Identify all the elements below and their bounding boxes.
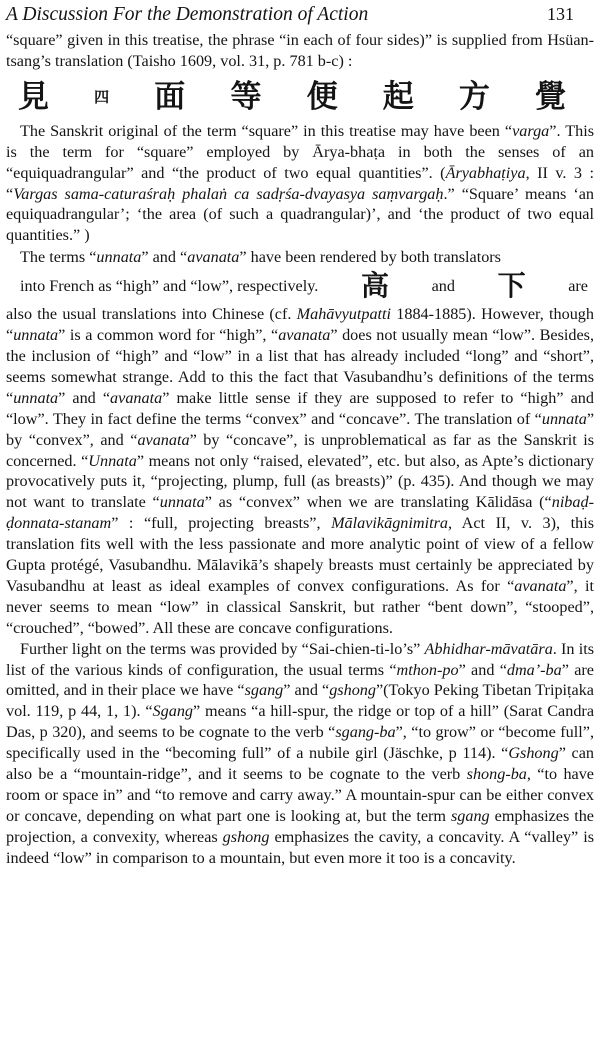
paragraph-text: ”. This is the term for “square” employed by Ārya-bhaṭa in both the senses of an “equiquadrangular” and “the product of two equal quantities”. ( bbox=[6, 121, 594, 182]
paragraph-text: emphasizes the projection, a convexity, whereas bbox=[6, 806, 594, 846]
sanskrit-term: avanata bbox=[278, 326, 331, 345]
sanskrit-term: unnata bbox=[541, 409, 587, 428]
cjk-char: 見 bbox=[18, 78, 49, 115]
tibetan-term: sgang bbox=[450, 806, 490, 825]
paragraph-text: ” and “ bbox=[458, 660, 507, 679]
paragraph-text: “square” given in this treatise, the phrase “in each of four sides)” is supplied from Hsüan-tsang’s translation (Taisho 1609, vol. 31, p. 781 b-c) : bbox=[6, 31, 594, 70]
work-title: Āryabhaṭiya bbox=[445, 163, 526, 182]
sanskrit-term: unnata bbox=[159, 493, 205, 512]
paragraph-text: and bbox=[431, 277, 455, 296]
cjk-char: 等 bbox=[230, 78, 262, 115]
paragraph-1 bbox=[6, 30, 594, 72]
cjk-high-char: 高 bbox=[360, 269, 389, 303]
tibetan-term: gshong bbox=[222, 827, 270, 846]
cjk-char: 覺 bbox=[535, 78, 566, 115]
tibetan-term: sgang-ba bbox=[335, 723, 396, 742]
cjk-char: 起 bbox=[382, 78, 414, 115]
tibetan-term: Gshong bbox=[508, 744, 559, 763]
paragraph-text: ” are omitted, and in their place we have “ bbox=[6, 660, 594, 700]
paragraph-text: ” and “ bbox=[58, 388, 111, 407]
paragraph-text: Further light on the terms was provided by “Sai-chien-ti-lo’s” bbox=[20, 639, 425, 658]
paragraph-text: emphasizes the cavity, a concavity. A “valley” is indeed “low” in comparison to a mountain, but even more it too is a concavity. bbox=[6, 827, 595, 867]
paragraph-text: ” means not only “raised, elevated”, etc. but also, as Apte’s dictionary provocatively puts it, “projecting, plump, full (as breasts)” (p. 435). And though we may not want to translate “ bbox=[6, 451, 594, 512]
sanskrit-term: avanata bbox=[187, 248, 240, 267]
sanskrit-term: Unnata bbox=[88, 451, 137, 470]
chinese-terms-line bbox=[6, 268, 594, 304]
paragraph-text: ” by “concave”, is unproblematical as far as the Sanskrit is concerned. “ bbox=[6, 430, 595, 470]
cjk-char: 面 bbox=[154, 78, 186, 115]
paragraph-text: ” is a common word for “high”, “ bbox=[58, 326, 279, 345]
paragraph-text: , II v. 3 : “ bbox=[6, 163, 594, 203]
sanskrit-quote: nibaḍ-ḍonnata-stanam bbox=[6, 493, 594, 533]
page-number: 131 bbox=[547, 4, 574, 24]
paragraph-text: ” by “convex”, and “ bbox=[6, 409, 594, 449]
paragraph-text: ” as “convex” when we are translating Kālidāsa (“ bbox=[204, 493, 552, 512]
tibetan-term: dma’-ba bbox=[506, 660, 562, 679]
cjk-low-char: 下 bbox=[497, 269, 526, 303]
paragraph-text: ” : “full, projecting breasts”, bbox=[111, 514, 332, 533]
chinese-quote-line bbox=[6, 79, 594, 115]
sanskrit-term: unnata bbox=[13, 388, 59, 407]
sanskrit-term: varga bbox=[512, 121, 550, 140]
paragraph-text: ” have been rendered by both translators bbox=[239, 248, 501, 267]
paragraph-text: ” make little sense if they are supposed to refer to “high” and “low”. They in fact define the terms “convex” and “concave”. The translation of “ bbox=[6, 388, 594, 428]
cjk-char: 便 bbox=[306, 78, 338, 115]
work-title: Mālavikāgnimitra bbox=[331, 514, 448, 533]
paragraph-text: , Act II, v. 3), this translation fits well with the less passionate and more analytic point of view of a fellow Gupta protégé, Vasubandhu. Mālavikā’s shapely breasts must certainly be appreciated by Vasubandhu at least as ideal examples of convex configurations. As for “ bbox=[6, 514, 594, 595]
paragraph-text: The Sanskrit original of the term “square” in this treatise may have been “ bbox=[20, 121, 513, 140]
work-title: Mahāvyutpatti bbox=[296, 305, 392, 324]
paragraph-text: ” can also be a “mountain-ridge”, and it seems to be cognate to the verb bbox=[6, 744, 594, 784]
paragraph-text: , “to have room or space in” and “to remove and carry away.” A mountain-spur can be either convex or concave, depending on what part one is looking at, but the term bbox=[6, 765, 594, 825]
paragraph-text: . In its list of the various kinds of configuration, the usual terms “ bbox=[6, 639, 594, 679]
tibetan-term: mthon-po bbox=[396, 660, 459, 679]
paragraph-text: ”(Tokyo Peking Tibetan Tripiṭaka vol. 119, p 44, 1, 1). “ bbox=[6, 681, 594, 721]
tibetan-term: Sgang bbox=[152, 702, 194, 721]
paragraph-text: ” and “ bbox=[283, 681, 330, 700]
sanskrit-term: unnata bbox=[96, 248, 142, 267]
page-header bbox=[6, 0, 594, 30]
paragraph-3-first-line bbox=[6, 247, 594, 268]
cjk-char: 四 bbox=[94, 87, 110, 106]
paragraph-text: ”, “to grow” or “become full”, specifically used in the “becoming full” of a nubile girl (Jäschke, p 114). “ bbox=[6, 723, 594, 763]
tibetan-term: shong-ba bbox=[466, 765, 527, 784]
sanskrit-term: avanata bbox=[110, 388, 163, 407]
cjk-char: 方 bbox=[458, 78, 490, 115]
paragraph-text: ”, it never seems to mean “low” in classical Sanskrit, but rather “bent down”, “stooped”, “crouched”, “bowed”. All these are concave configurations. bbox=[6, 576, 594, 637]
sanskrit-quote: Vargas sama-caturaśraḥ phalaṅ ca sadṛśa-dvayasya saṃvargaḥ bbox=[13, 184, 444, 203]
paragraph-4 bbox=[6, 639, 594, 869]
paragraph-2 bbox=[6, 121, 594, 246]
sanskrit-term: avanata bbox=[137, 430, 190, 449]
paragraph-text: into French as “high” and “low”, respectively. bbox=[20, 277, 319, 296]
paragraph-text: also the usual translations into Chinese (cf. bbox=[6, 305, 297, 324]
tibetan-term: gshong bbox=[329, 681, 376, 700]
running-title: A Discussion For the Demonstration of Action bbox=[6, 4, 369, 25]
work-title: Abhidhar-māvatāra bbox=[424, 639, 553, 658]
paragraph-text: 1884-1885). However, though “ bbox=[6, 305, 594, 345]
paragraph-text: The terms “ bbox=[20, 248, 97, 267]
paragraph-text: ” and “ bbox=[141, 248, 188, 267]
sanskrit-term: avanata bbox=[514, 576, 567, 595]
sanskrit-term: unnata bbox=[13, 326, 59, 345]
paragraph-3 bbox=[6, 304, 594, 639]
tibetan-term: sgang bbox=[244, 681, 284, 700]
paragraph-text: are bbox=[568, 277, 588, 296]
paragraph-text: ” means “a hill-spur, the ridge or top of a hill” (Sarat Candra Das, p 320), and seems to be cognate to the verb “ bbox=[6, 702, 594, 742]
paragraph-text: ” does not usually mean “low”. Besides, the inclusion of “high” and “low” in a list that has already included “long” and “short”, seems somewhat strange. Add to this the fact that Vasubandhu’s definitions of the terms “ bbox=[6, 326, 594, 407]
paragraph-text: .” “Square’ means ‘an equiquadrangular’; ‘the area (of such a quadrangular)’, and ‘the product of two equal quantities.” ) bbox=[6, 184, 595, 245]
